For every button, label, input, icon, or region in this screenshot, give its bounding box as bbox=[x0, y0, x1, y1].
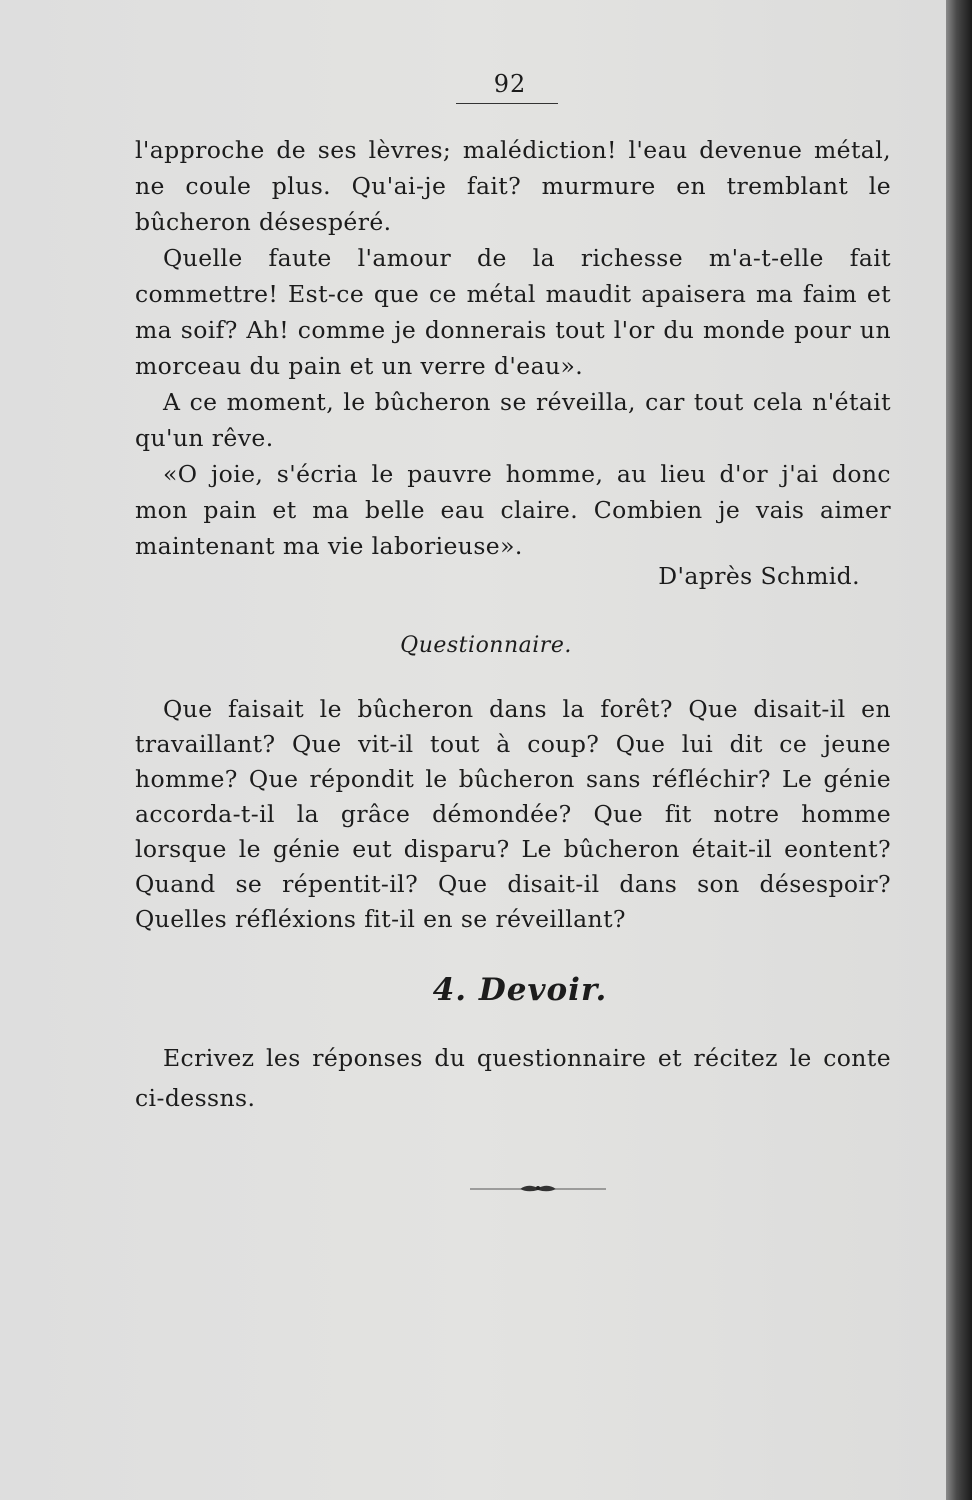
story-paragraph: A ce moment, le bûcheron se réveilla, car tout cela n'était qu'un rêve. bbox=[135, 388, 891, 452]
devoir-heading: 4. Devoir. bbox=[432, 972, 608, 1008]
questionnaire-title: Questionnaire. bbox=[400, 633, 572, 658]
page-number: 92 bbox=[493, 70, 527, 98]
page-number-rule bbox=[456, 103, 558, 104]
story-paragraph: l'approche de ses lèvres; malédiction! l'eau devenue métal, ne coule plus. Qu'ai-je fait? murmure en tremblant le bûcheron désespéré. bbox=[135, 136, 891, 236]
binding-edge bbox=[946, 0, 972, 1500]
questionnaire-text: Que faisait le bûcheron dans la forêt? Que disait-il en travaillant? Que vit-il tout à coup? Que lui dit ce jeune homme? Que répondit le bûcheron sans réfléchir? Le génie accorda-t-il la grâce démondée? Que fit notre homme lorsque le génie eut disparu? Le bûcheron était-il eontent? Quand se répentit-il? Que disait-il dans son désespoir? Quelles réfléxions fit-il en se réveillant? bbox=[135, 695, 891, 933]
questionnaire-text-block bbox=[135, 692, 891, 937]
story-paragraph: Quelle faute l'amour de la richesse m'a-t-elle fait commettre! Est-ce que ce métal maudit apaisera ma faim et ma soif? Ah! comme je donnerais tout l'or du monde pour un morceau du pain et un verre d'eau». bbox=[135, 244, 891, 380]
story-paragraph: «O joie, s'écria le pauvre homme, au lieu d'or j'ai donc mon pain et ma belle eau claire. Combien je vais aimer maintenant ma vie laborieuse». bbox=[135, 460, 891, 560]
story-text bbox=[135, 132, 891, 564]
ornament-divider-icon bbox=[470, 1180, 606, 1198]
attribution: D'après Schmid. bbox=[658, 562, 860, 590]
devoir-text: Ecrivez les réponses du questionnaire et récitez le conte ci-dessns. bbox=[135, 1044, 891, 1112]
devoir-text-block bbox=[135, 1038, 891, 1118]
